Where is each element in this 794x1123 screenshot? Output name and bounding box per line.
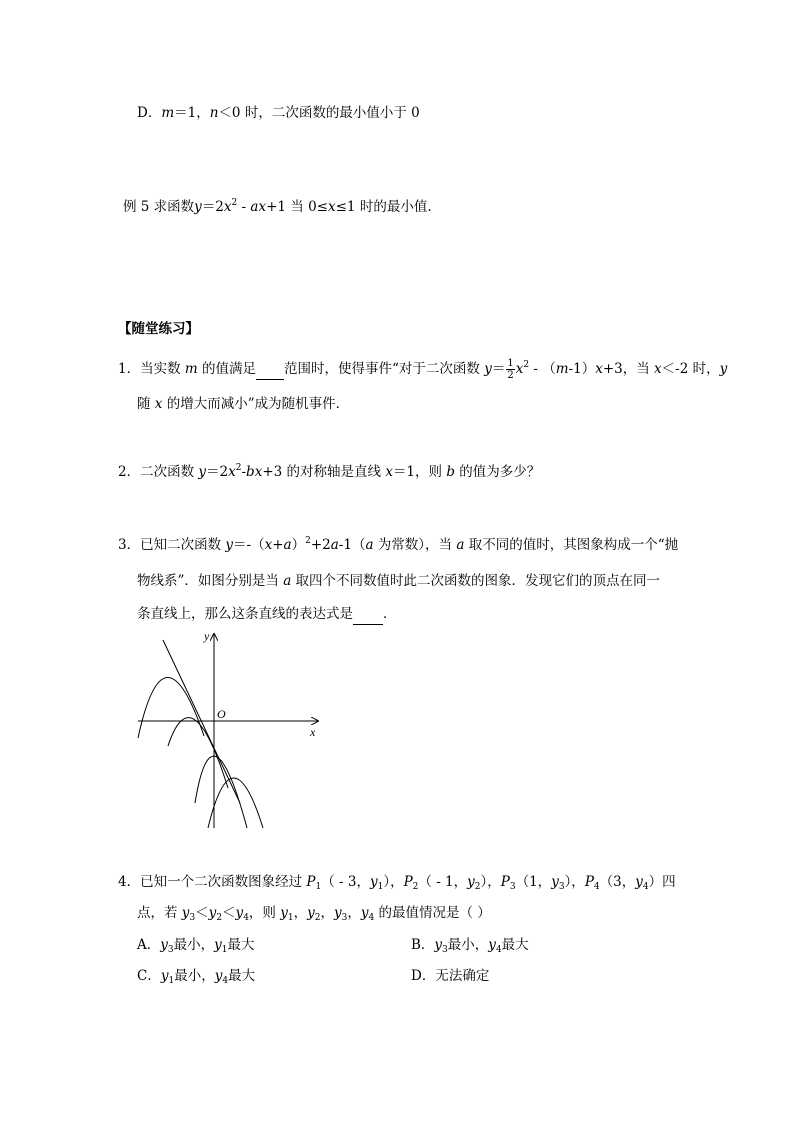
- parabola-4: [208, 778, 263, 828]
- option-d-line: D．m＝1，n＜0 时，二次函数的最小值小于 0: [137, 105, 420, 121]
- question-4-line-2: 点，若 $y_3<y_2<y_4$，则 $y_1$，$y_2$，$y_3$，$y_4$ 的最值情况是（ ）: [137, 905, 491, 923]
- question-3-line-2: 物线系”．如图分别是当 a 取四个不同数值时此二次函数的图象．发现它们的顶点在同一: [137, 573, 661, 589]
- option-a[interactable]: A．$y_3$最小，$y_1$最大: [137, 937, 255, 955]
- parabola-family-figure: [130, 628, 330, 833]
- question-1-line-2: 随 x 的增大而减小”成为随机事件．: [137, 396, 350, 412]
- parabola-2: [168, 718, 228, 788]
- option-c[interactable]: C．$y_1$最小，$y_4$最大: [137, 968, 256, 986]
- question-2: 2．二次函数 $y=2x^2-bx+3$ 的对称轴是直线 x＝1，则 b 的值为多少？: [118, 463, 541, 480]
- y-axis-label: y: [204, 629, 210, 643]
- fraction-one-half: $\frac{1}{2}$: [507, 358, 514, 381]
- origin-label: O: [217, 707, 226, 721]
- option-b[interactable]: B．$y_3$最小，$y_4$最大: [411, 937, 529, 955]
- question-1-line-1: 1．当实数 m 的值满足 范围时，使得事件“对于二次函数 y＝ $\frac{1}{2}$ $x^2 - (m-1)x+3$，当 x＜-2 时，y: [118, 358, 728, 381]
- question-4-line-1: 4．已知一个二次函数图象经过 $P_1( - 3$，$y_1$），$P_2( - 1$，$y_2$），$P_3(1$，$y_3$），$P_4(3$，$y_4$）四: [118, 874, 676, 892]
- example-5: 例 5 求函数$y=2x^2 - ax+1$ 当 0≤x≤1 时的最小值.: [123, 198, 432, 215]
- practice-heading: 【随堂练习】: [118, 321, 199, 337]
- question-3-line-3: 条直线上，那么这条直线的表达式是 ．: [137, 604, 397, 625]
- answer-blank: [256, 359, 284, 380]
- option-d[interactable]: D．无法确定: [411, 968, 490, 984]
- question-3-line-1: 3．已知二次函数 $y=-(x+a)^2+2a-1(a$ 为常数），当 a 取不同的值时，其图象构成一个“抛: [118, 536, 679, 553]
- x-axis-label: x: [310, 725, 316, 739]
- parabola-1: [138, 677, 204, 738]
- answer-blank: [353, 604, 383, 625]
